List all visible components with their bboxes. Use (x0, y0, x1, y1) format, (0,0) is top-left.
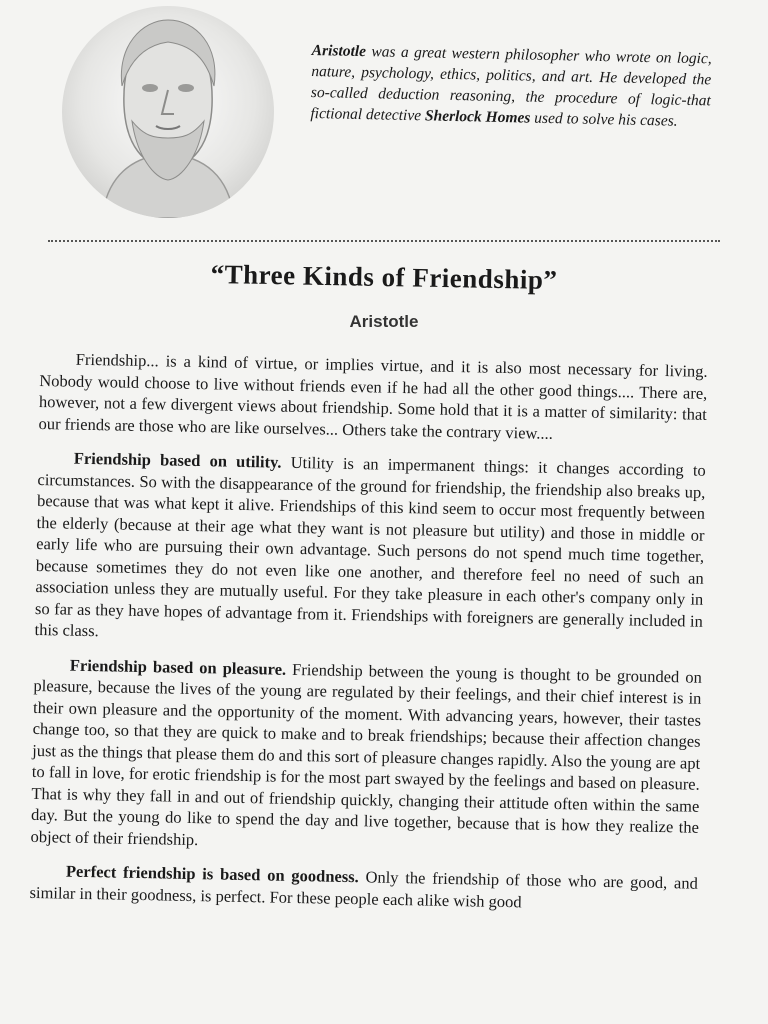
paragraph-intro: Friendship... is a kind of virtue, or implies virtue, and it is also most necessary for living. Nobody would choose to live without friends even if he had all the other good things.... There are, however, not a few divergent views about friendship. Some hold that it is a matter of similarity: that our friends are those who are like ourselves... Others take the contrary view.... (38, 349, 708, 443)
paragraph-goodness (29, 860, 698, 916)
article-body (29, 348, 708, 929)
heading-pleasure: Friendship based on pleasure. (69, 655, 287, 679)
heading-utility: Friendship based on utility. (73, 448, 282, 472)
intro-text-1: was a great western philosopher who wrote on logic, nature, psychology, ethics, politics, and art. He developed the so-called deduction reasoning, the procedure of logic-that fictional detective (310, 43, 712, 125)
dotted-divider (48, 240, 720, 242)
text-utility: Utility is an impermanent things: it changes according to circumstances. So with the disappearance of the ground for friendship, the friendship also breaks up, because that was what kept it alive. Friendships of this kind seem to occur most frequently between the elderly (because at their age what they want is not pleasure but utility) and those in middle or early life who are pursuing their own advantage. Such persons do not spend much time together, because sometimes they do not even like one another, and therefore feel no need of such an association unless they are mutually useful. For they take pleasure in each other's company only in so far as they have hopes of advantage from it. Friendships with foreigners are generally included in this class. (34, 452, 706, 641)
article-title: “Three Kinds of Friendship” (210, 258, 558, 296)
text-goodness: Only the friendship of those who are good, and similar in their goodness, is perfect. For these people each alike wish good (29, 867, 699, 911)
paragraph-pleasure (30, 653, 702, 859)
text-pleasure: Friendship between the young is thought to be grounded on pleasure, because the lives of the young are regulated by their feelings, and their chief interest is in their own pleasure and the opportunity of the moment. With advancing years, however, their tastes change too, so that they are quick to make and to break friendships; because their affection changes just as the things that please them do and this sort of pleasure changes rapidly. Also the young are apt to fall in love, for erotic friendship is for the most part swayed by the feelings and based on pleasure. That is why they fall in and out of friendship quickly, changing their attitude often within the same day. But the young do like to spend the day and live together, because that is how they realize the object of their friendship. (30, 659, 702, 849)
paragraph-utility (34, 447, 706, 653)
author-intro (310, 40, 712, 132)
article-author: Aristotle (349, 312, 419, 331)
intro-text-2: used to solve his cases. (530, 109, 678, 130)
intro-detective: Sherlock Homes (424, 107, 531, 127)
aristotle-portrait (62, 6, 274, 218)
heading-goodness: Perfect friendship is based on goodness. (65, 861, 359, 887)
intro-name: Aristotle (311, 41, 367, 61)
bust-illustration (62, 6, 274, 218)
